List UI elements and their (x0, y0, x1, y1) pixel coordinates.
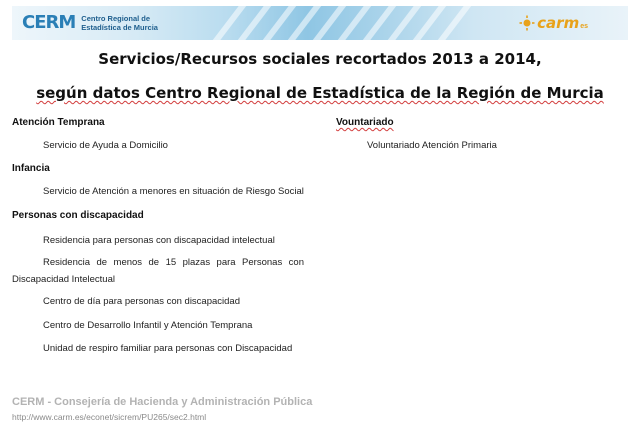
list-item: Servicio de Ayuda a Domicilio (43, 140, 168, 151)
carm-sun-icon (519, 15, 535, 31)
cerm-brand-line2: Estadística de Murcia (81, 22, 158, 32)
list-item: Unidad de respiro familiar para personas con Discapacidad (43, 343, 293, 354)
list-item: Centro de día para personas con discapacidad (43, 296, 240, 307)
list-item: Residencia para personas con discapacidad intelectual (43, 235, 275, 246)
category-discapacidad: Personas con discapacidad (12, 210, 144, 221)
cerm-brand-line1: Centro Regional de (81, 13, 151, 23)
page-subtitle (0, 84, 640, 102)
list-item: Centro de Desarrollo Infantil y Atención Temprana (43, 320, 253, 331)
category-infancia: Infancia (12, 163, 50, 174)
footer-org: CERM - Consejería de Hacienda y Administración Pública (12, 396, 313, 408)
footer-url[interactable]: http://www.carm.es/econet/sicrem/PU265/sec2.html (12, 412, 207, 422)
list-item: Voluntariado Atención Primaria (367, 140, 497, 151)
cerm-brand[interactable] (22, 12, 158, 33)
cerm-logo: CERM (22, 12, 76, 33)
category-voluntariado-text: Vountariado (336, 117, 394, 128)
banner-decoration (192, 6, 492, 40)
list-item: Residencia de menos de 15 plazas para Personas con Discapacidad Intelectual (12, 257, 304, 285)
category-atencion-temprana: Atención Temprana (12, 117, 105, 128)
page-subtitle-text: según datos Centro Regional de Estadística de la Región de Murcia (36, 84, 604, 102)
carm-logo: carm (537, 14, 580, 32)
page-title: Servicios/Recursos sociales recortados 2013 a 2014, (98, 50, 542, 68)
list-item: Servicio de Atención a menores en situación de Riesgo Social (43, 186, 304, 197)
carm-brand[interactable] (519, 14, 588, 32)
header-banner (12, 6, 628, 40)
carm-logo-suffix: es (580, 22, 588, 30)
category-voluntariado (336, 117, 394, 128)
cerm-brand-text (81, 14, 158, 32)
